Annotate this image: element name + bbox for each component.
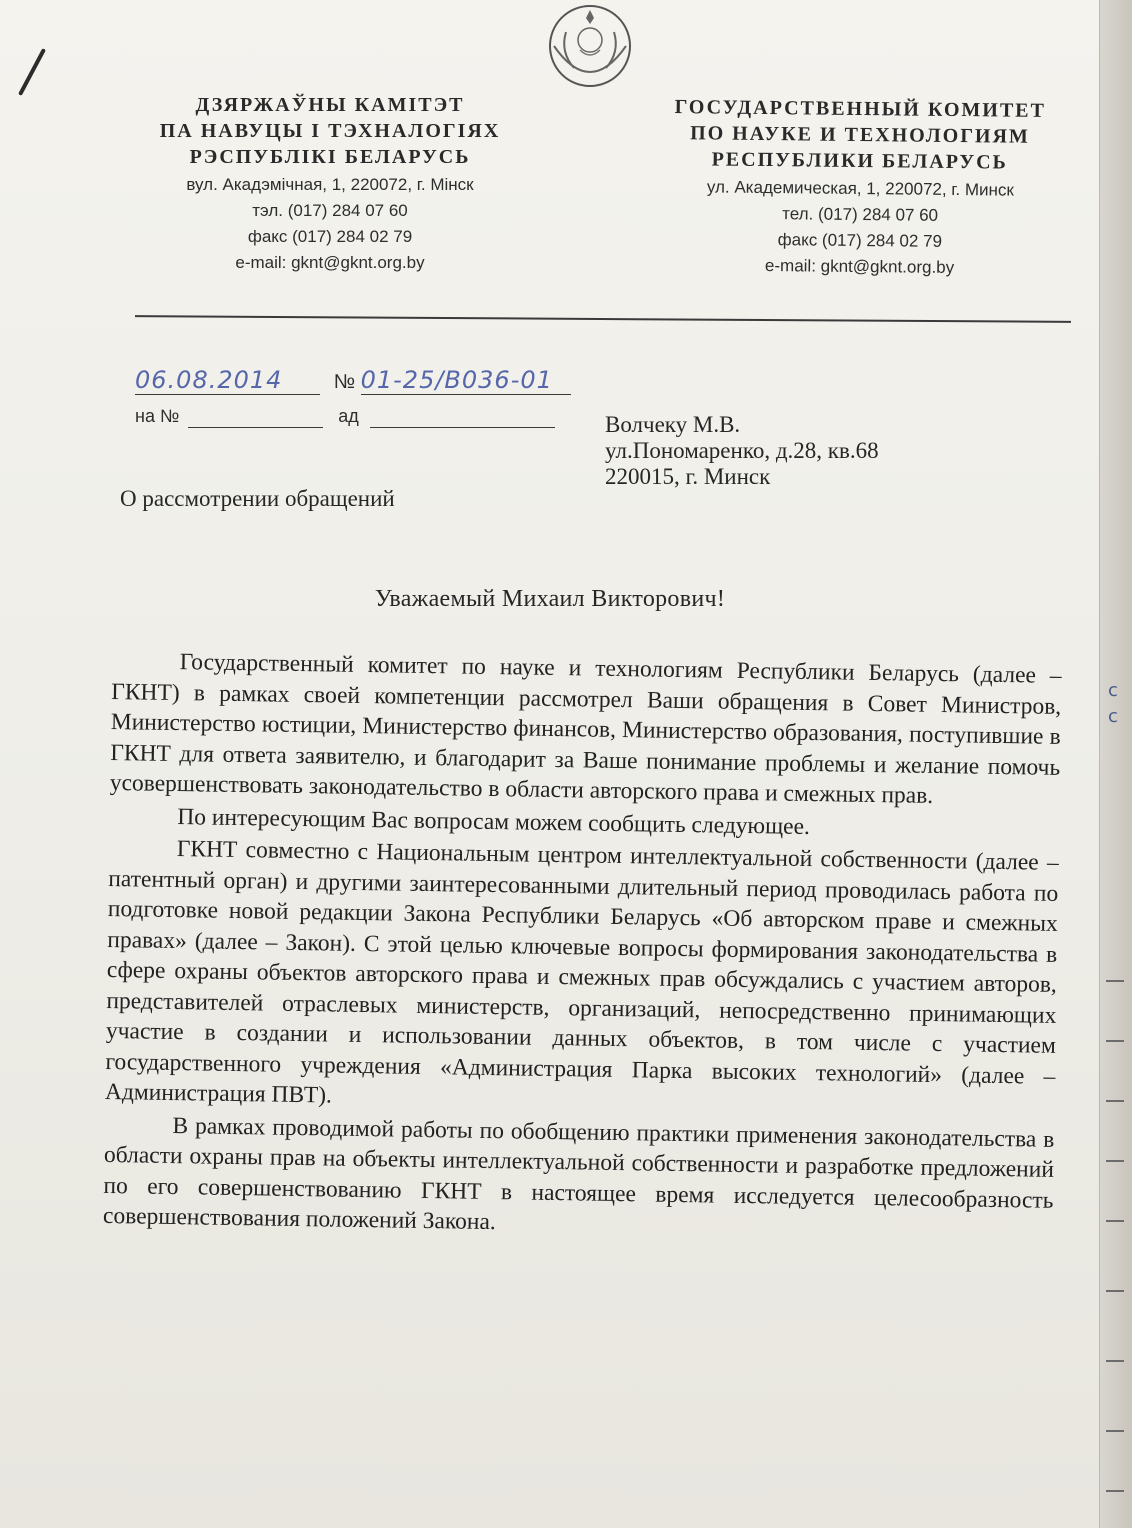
reference-line [135, 406, 555, 428]
greeting: Уважаемый Михаил Викторович! [374, 586, 726, 612]
org-line: ДЗЯРЖАЎНЫ КАМІТЭТ [195, 94, 465, 116]
ref-number-blank [188, 406, 323, 428]
edge-mark [1106, 1220, 1124, 1222]
paragraph: Государственный комитет по науке и технологиям Республики Беларусь (далее – ГКНТ) в рамках своей компетенции рассмотрел Ваши обращения в Совет Министров, Министерство юстиции, Министерство финансов, Министерство образования, поступившие в ГКНТ для ответа заявителю, и благодарит за Ваше понимание проблемы и желание помочь усовершенствовать законодательство в области авторского права и смежных прав. [109, 649, 1062, 809]
registration-line [135, 366, 571, 395]
org-line: ГОСУДАРСТВЕННЫЙ КОМИТЕТ [674, 96, 1047, 122]
phone: тел. (017) 284 07 60 [782, 204, 939, 225]
subject-line: О рассмотрении обращений [120, 486, 395, 511]
coat-of-arms-icon [540, 2, 640, 94]
handwritten-date: 06.08.2014 [135, 366, 283, 394]
handwritten-stroke-mark [18, 48, 46, 96]
ref-from-label: ад [338, 406, 359, 426]
email: e-mail: gknt@gknt.org.by [764, 256, 955, 277]
handwritten-number: 01-25/В036-01 [360, 366, 553, 394]
edge-glyph: c [1108, 680, 1118, 701]
letterhead-right-contacts [649, 174, 1070, 282]
org-line: РЭСПУБЛІКІ БЕЛАРУСЬ [189, 146, 471, 168]
org-line: ПА НАВУЦЫ І ТЭХНАЛОГІЯХ [159, 120, 501, 142]
address: ул. Академическая, 1, 220072, г. Минск [706, 177, 1015, 200]
ref-label: на № [135, 406, 180, 426]
recipient-block [605, 412, 879, 490]
number-field [361, 366, 571, 395]
paragraph: ГКНТ совместно с Национальным центром интеллектуальной собственности (далее – патентный орган) и другими заинтересованными длительный период проводилась работа по подготовке новой редакции Закона Республики Беларусь «Об авторском праве и смежных правах» (далее – Закон). С этой целью ключевые вопросы формирования законодательства в сфере охраны объектов авторского права и смежных прав обсуждались с участием авторов, представителей отраслевых министерств, организаций, непосредственно принимающих участие в создании и использовании данных объектов, в том числе с участием государственного учреждения «Администрация Парка высоких технологий» (далее – Администрация ПВТ). [104, 836, 1059, 1109]
paragraph: По интересующим Вас вопросам можем сообщить следующее. [177, 803, 811, 840]
letter-body [103, 646, 1062, 1246]
email: e-mail: gknt@gknt.org.by [235, 253, 425, 272]
edge-glyph: с [1108, 706, 1118, 727]
number-label: № [333, 371, 356, 393]
edge-mark [1106, 1100, 1124, 1102]
edge-mark [1106, 1490, 1124, 1492]
recipient-city: 220015, г. Минск [605, 464, 771, 489]
fax: факс (017) 284 02 79 [247, 227, 413, 246]
phone: тэл. (017) 284 07 60 [252, 201, 408, 220]
address: вул. Акадэмічная, 1, 220072, г. Мінск [186, 175, 474, 194]
edge-mark [1106, 1430, 1124, 1432]
fax: факс (017) 284 02 79 [777, 230, 943, 251]
letterhead-left-contacts [130, 172, 530, 276]
ref-date-blank [370, 406, 555, 428]
date-field [135, 366, 320, 395]
adjacent-page-edge [1099, 0, 1132, 1528]
letterhead-divider [135, 315, 1071, 323]
edge-mark [1106, 1290, 1124, 1292]
edge-mark [1106, 1040, 1124, 1042]
org-line: РЕСПУБЛИКИ БЕЛАРУСЬ [711, 148, 1008, 174]
edge-mark [1106, 1160, 1124, 1162]
edge-mark [1106, 1360, 1124, 1362]
letterhead-left-org [130, 92, 530, 170]
letterhead-right-org [650, 94, 1071, 176]
edge-mark [1106, 980, 1124, 982]
recipient-name: Волчеку М.В. [605, 412, 741, 437]
org-line: ПО НАУКЕ И ТЕХНОЛОГИЯМ [690, 122, 1030, 148]
recipient-street: ул.Пономаренко, д.28, кв.68 [605, 438, 879, 463]
paragraph: В рамках проводимой работы по обобщению практики применения законодательства в области охраны прав на объекты интеллектуальной собственности и разработке предложений по его совершенствованию ГКНТ в настоящее время исследуется целесообразность совершенствования положений Закона. [102, 1112, 1055, 1236]
